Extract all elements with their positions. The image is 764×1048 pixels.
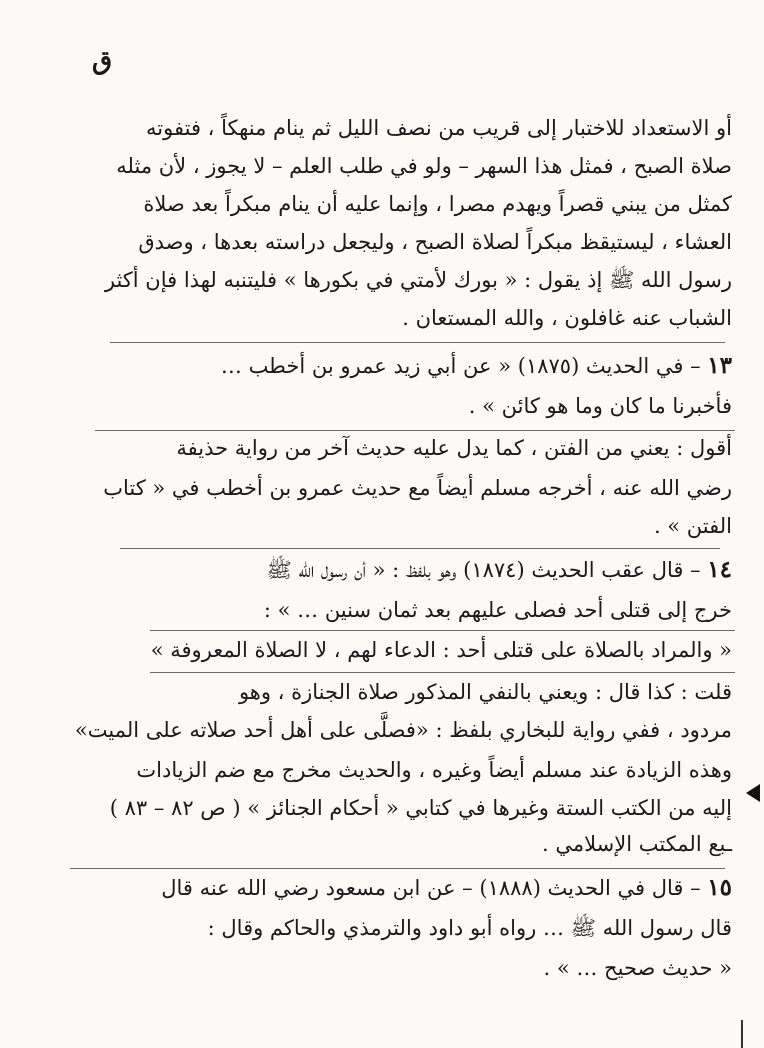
text-line: رضي الله عنه ، أخرجه مسلم أيضاً مع حديث عمرو بن أخطب في « كتاب — [103, 476, 732, 500]
text-line: قال رسول الله ﷺ … رواه أبو داود والترمذي والحاكم وقال : — [207, 916, 732, 940]
text-line: وهذه الزيادة عند مسلم أيضاً وغيره ، والحديث مخرج مع ضم الزيادات — [136, 758, 732, 782]
item-number: ١٤ — [707, 556, 732, 583]
text-line: ١٤ – قال عقب الحديث (١٨٧٤) وهو بلفظ : « أن رسول الله ﷺ — [266, 556, 732, 583]
text-line: أقول : يعني من الفتن ، كما يدل عليه حديث آخر من رواية حذيفة — [176, 436, 732, 460]
text-line: كمثل من يبني قصراً ويهدم مصرا ، وإنما عليه أن ينام مبكراً بعد صلاة — [143, 192, 732, 216]
text-line: قلت : كذا قال : ويعني بالنفي المذكور صلاة الجنازة ، وهو — [238, 680, 732, 704]
text-line: الفتن » . — [653, 514, 732, 538]
text-line: ١٥ – قال في الحديث (١٨٨٨) – عن ابن مسعود رضي الله عنه قال — [161, 874, 732, 901]
text-line: « والمراد بالصلاة على قتلى أحد : الدعاء لهم ، لا الصلاة المعروفة » — [150, 638, 732, 662]
item-number: ١٣ — [707, 352, 732, 379]
separator-line — [120, 548, 720, 549]
item-number: ١٥ — [707, 874, 732, 901]
text-line: الشباب عنه غافلون ، والله المستعان . — [402, 306, 732, 330]
text-line: فأخبرنا ما كان وما هو كائن » . — [468, 394, 732, 418]
separator-line — [95, 430, 735, 431]
text-line: ١٣ – في الحديث (١٨٧٥) « عن أبي زيد عمرو بن أخطب … — [220, 352, 732, 379]
separator-line — [150, 672, 735, 673]
text-line: مردود ، ففي رواية للبخاري بلفظ : «فصلَّى على أهل أحد صلاته على الميت» — [74, 718, 732, 742]
separator-line — [150, 630, 735, 631]
page-marker: ق — [92, 46, 113, 76]
separator-line — [110, 342, 725, 343]
margin-arrow-icon — [746, 784, 760, 802]
text-line: ـبع المكتب الإسلامي . — [542, 832, 732, 856]
text-line: العشاء ، ليستيقظ مبكراً لصلاة الصبح ، وليجعل دراسته بعدها ، وصدق — [138, 230, 732, 254]
text-line: خرج إلى قتلى أحد فصلى عليهم بعد ثمان سنين … » : — [263, 598, 732, 622]
text-line: إليه من الكتب الستة وغيرها في كتابي « أحكام الجنائز » ( ص ٨٢ – ٨٣ ) — [109, 796, 732, 820]
separator-line — [70, 868, 725, 869]
text-line: « حديث صحيح … » . — [543, 956, 732, 980]
text-line: أو الاستعداد للاختبار إلى قريب من نصف الليل ثم ينام منهكاً ، فتفوته — [146, 116, 732, 140]
page-edge-mark — [741, 1020, 743, 1048]
text-line: صلاة الصبح ، فمثل هذا السهر – ولو في طلب العلم – لا يجوز ، لأن مثله — [116, 154, 732, 178]
text-line: رسول الله ﷺ إذ يقول : « بورك لأمتي في بكورها » فليتنبه لهذا فإن أكثر — [104, 268, 732, 292]
